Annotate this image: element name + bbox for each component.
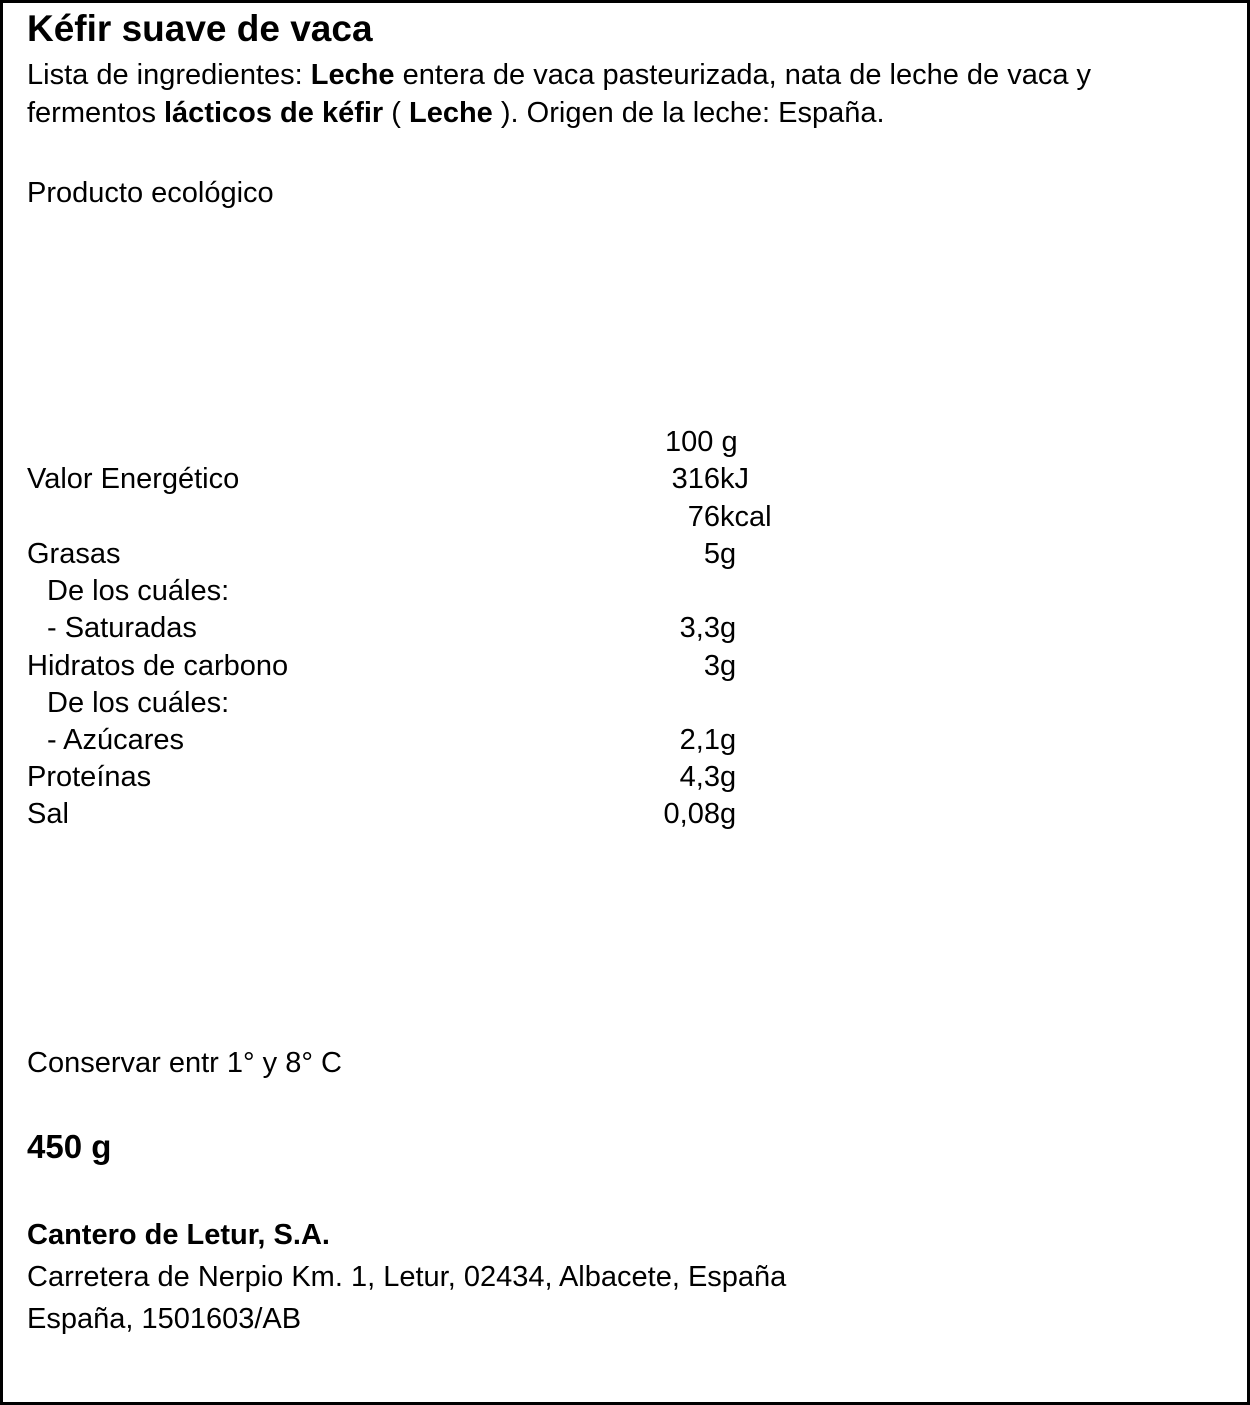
ingredients-prefix: Lista de ingredientes: — [27, 59, 311, 91]
ingredients-text: fermentos — [27, 97, 164, 129]
company-address: Carretera de Nerpio Km. 1, Letur, 02434, Albacete, España — [27, 1261, 787, 1293]
nutrition-row-value: 0,08 — [663, 798, 720, 830]
registry-number: España, 1501603/AB — [27, 1303, 302, 1335]
storage-instructions: Conservar entr 1° y 8° C — [27, 1047, 342, 1079]
allergen-kefir: lácticos de kéfir — [164, 97, 384, 129]
nutrition-row-label: - Azúcares — [47, 724, 184, 756]
nutrition-row-label: De los cuáles: — [47, 687, 230, 719]
nutrition-row-label: Hidratos de carbono — [27, 650, 289, 682]
product-title: Kéfir suave de vaca — [27, 8, 373, 49]
allergen-leche: Leche — [409, 97, 493, 129]
nutrition-row-unit: g — [720, 612, 737, 644]
nutrition-header: 100 g — [665, 426, 738, 458]
nutrition-row-label: De los cuáles: — [47, 575, 230, 607]
allergen-leche: Leche — [310, 59, 395, 91]
nutrition-row-value: 316 — [671, 463, 720, 495]
nutrition-row-value: 4,3 — [679, 761, 720, 793]
nutrition-row-unit: g — [720, 761, 737, 793]
nutrition-row-unit: kcal — [720, 501, 772, 533]
net-weight: 450 g — [27, 1128, 112, 1165]
nutrition-row-unit: g — [720, 538, 737, 570]
nutrition-row-value: 3,3 — [679, 612, 720, 644]
nutrition-row-unit: g — [720, 650, 737, 682]
nutrition-row-unit: kJ — [720, 463, 749, 495]
eco-label: Producto ecológico — [27, 177, 274, 209]
nutrition-row-value: 3 — [703, 650, 720, 682]
nutrition-table — [3, 3, 1250, 903]
nutrition-row-value: 2,1 — [679, 724, 720, 756]
nutrition-row-label: Proteínas — [27, 761, 152, 793]
nutrition-row-value: 76 — [687, 501, 720, 533]
nutrition-row-label: - Saturadas — [47, 612, 197, 644]
nutrition-row-label: Sal — [27, 798, 69, 830]
nutrition-row-unit: g — [720, 724, 737, 756]
nutrition-row-unit: g — [720, 798, 737, 830]
nutrition-row-label: Grasas — [27, 538, 121, 570]
nutrition-row-value: 5 — [703, 538, 720, 570]
nutrition-row-label: Valor Energético — [27, 463, 240, 495]
ingredients-text: ( — [383, 97, 409, 129]
ingredients-text: entera de vaca pasteurizada, nata de leche de vaca y — [394, 59, 1092, 91]
ingredients-text: ). Origen de la leche: España. — [492, 97, 885, 129]
company-name: Cantero de Letur, S.A. — [27, 1219, 330, 1251]
